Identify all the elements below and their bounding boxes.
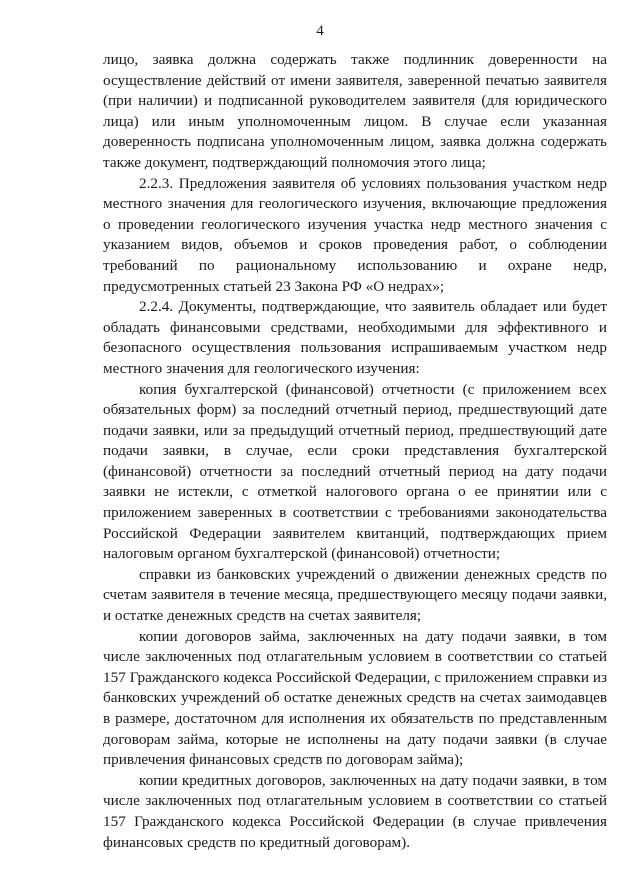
list-item-accounting-report: копия бухгалтерской (финансовой) отчетности (с приложением всех обязательных форм) за последний отчетный период, предшествующий дате подачи заявки, или за предыдущий отчетный период, предшествующий дате подачи заявки, в случае, если сроки представления бухгалтерской (финансовой) отчетности за последний отчетный период на дату подачи заявки не истекли, с отметкой налогового органа о ее принятии или с приложением заверенных в соответствии с требованиями законодательства Российской Федерации заявителем квитанций, подтверждающих прием налоговым органом бухгалтерской (финансовой) отчетности;: [103, 380, 607, 563]
paragraph-2-2-3: 2.2.3. Предложения заявителя об условиях пользования участком недр местного значения для геологического изучения, включающие предложения о проведении геологического изучения участка недр местного значения с указанием видов, объемов и сроков проведения работ, о соблюдении требований по рациональному использованию и охране недр, предусмотренных статьей 23 Закона РФ «О недрах»;: [103, 174, 607, 295]
page-number: 4: [316, 23, 324, 39]
list-item-credit-agreements: копии кредитных договоров, заключенных на дату подачи заявки, в том числе заключенных под отлагательным условием в соответствии со статьей 157 Гражданского кодекса Российской Федерации (в случае привлечения финансовых средств по кредитный договорам).: [103, 771, 607, 851]
list-item-bank-statements: справки из банковских учреждений о движении денежных средств по счетам заявителя в течение месяца, предшествующего месяцу подачи заявки, и остатке денежных средств на счетах заявителя;: [103, 565, 607, 625]
list-item-loan-agreements: копии договоров займа, заключенных на дату подачи заявки, в том числе заключенных под отлагательным условием в соответствии со статьей 157 Гражданского кодекса Российской Федерации, с приложением справки из банковских учреждений об остатке денежных средств на счетах заимодавцев в размере, достаточном для исполнения их обязательств по представленным договорам займа, которые не исполнены на дату подачи заявки (в случае привлечения финансовых средств по договорам займа);: [103, 627, 607, 769]
paragraph-2-2-4: 2.2.4. Документы, подтверждающие, что заявитель обладает или будет обладать финансовыми средствами, необходимыми для эффективного и безопасного осуществления пользования испрашиваемым участком недр местного значения для геологического изучения:: [103, 298, 607, 377]
document-body: [103, 50, 607, 853]
paragraph-continuation: лицо, заявка должна содержать также подлинник доверенности на осуществление действий от имени заявителя, заверенной печатью заявителя (при наличии) и подписанной руководителем заявителя (для юридического лица) или иным уполномоченным лицом. В случае если указанная доверенность подписана уполномоченным лицом, заявка должна содержать также документ, подтверждающий полномочия этого лица;: [103, 51, 607, 171]
